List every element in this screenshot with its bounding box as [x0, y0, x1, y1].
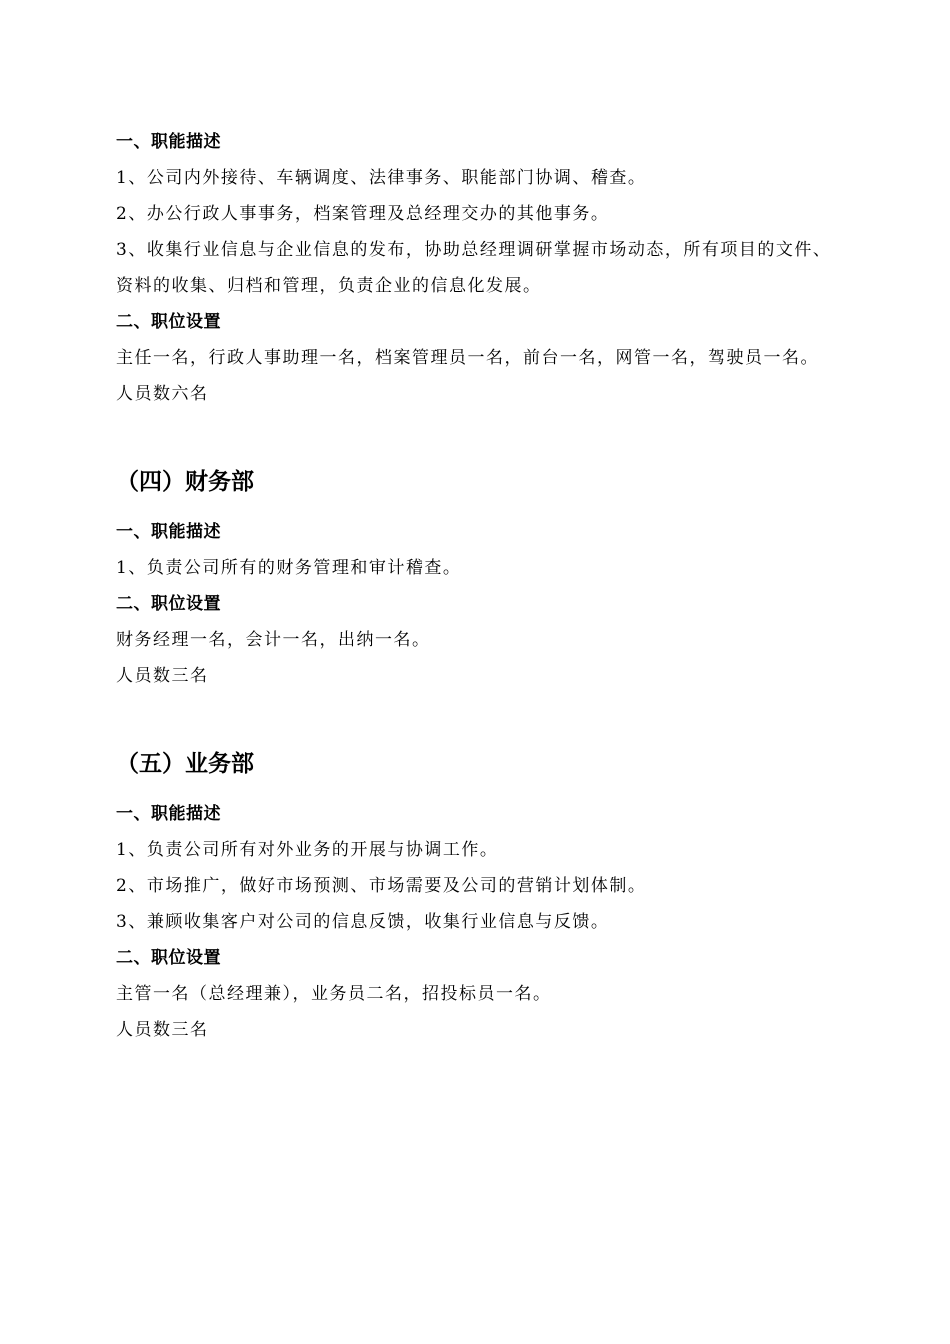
- func-heading: 一、职能描述: [116, 522, 221, 542]
- func-heading: 一、职能描述: [116, 132, 221, 152]
- headcount: 人员数六名: [116, 384, 209, 404]
- spacer: [116, 412, 866, 462]
- dept-title-business: （五）业务部: [116, 750, 254, 777]
- business-section: [116, 744, 866, 1048]
- headcount: 人员数三名: [116, 1020, 209, 1040]
- dept-title-finance: （四）财务部: [116, 468, 254, 495]
- func-item: 2、市场推广，做好市场预测、市场需要及公司的营销计划体制。: [116, 876, 647, 896]
- finance-section: [116, 462, 866, 694]
- func-item: 资料的收集、归档和管理，负责企业的信息化发展。: [116, 276, 542, 296]
- pos-heading: 二、职位设置: [116, 948, 221, 968]
- func-item: 3、兼顾收集客户对公司的信息反馈，收集行业信息与反馈。: [116, 912, 610, 932]
- document-content: [116, 124, 866, 1048]
- pos-text: 财务经理一名，会计一名，出纳一名。: [116, 630, 431, 650]
- pos-text: 主任一名，行政人事助理一名，档案管理员一名，前台一名，网管一名，驾驶员一名。: [116, 348, 819, 368]
- func-item: 3、收集行业信息与企业信息的发布，协助总经理调研掌握市场动态，所有项目的文件、: [116, 240, 832, 260]
- spacer: [116, 502, 866, 514]
- spacer: [116, 784, 866, 796]
- pos-heading: 二、职位设置: [116, 594, 221, 614]
- headcount: 人员数三名: [116, 666, 209, 686]
- func-item: 2、办公行政人事事务，档案管理及总经理交办的其他事务。: [116, 204, 610, 224]
- spacer: [116, 694, 866, 744]
- pos-text: 主管一名（总经理兼），业务员二名，招投标员一名。: [116, 984, 552, 1004]
- func-item: 1、公司内外接待、车辆调度、法律事务、职能部门协调、稽查。: [116, 168, 647, 188]
- func-heading: 一、职能描述: [116, 804, 221, 824]
- func-item: 1、负责公司所有对外业务的开展与协调工作。: [116, 840, 499, 860]
- pos-heading: 二、职位设置: [116, 312, 221, 332]
- admin-section: [116, 124, 866, 412]
- func-item: 1、负责公司所有的财务管理和审计稽查。: [116, 558, 462, 578]
